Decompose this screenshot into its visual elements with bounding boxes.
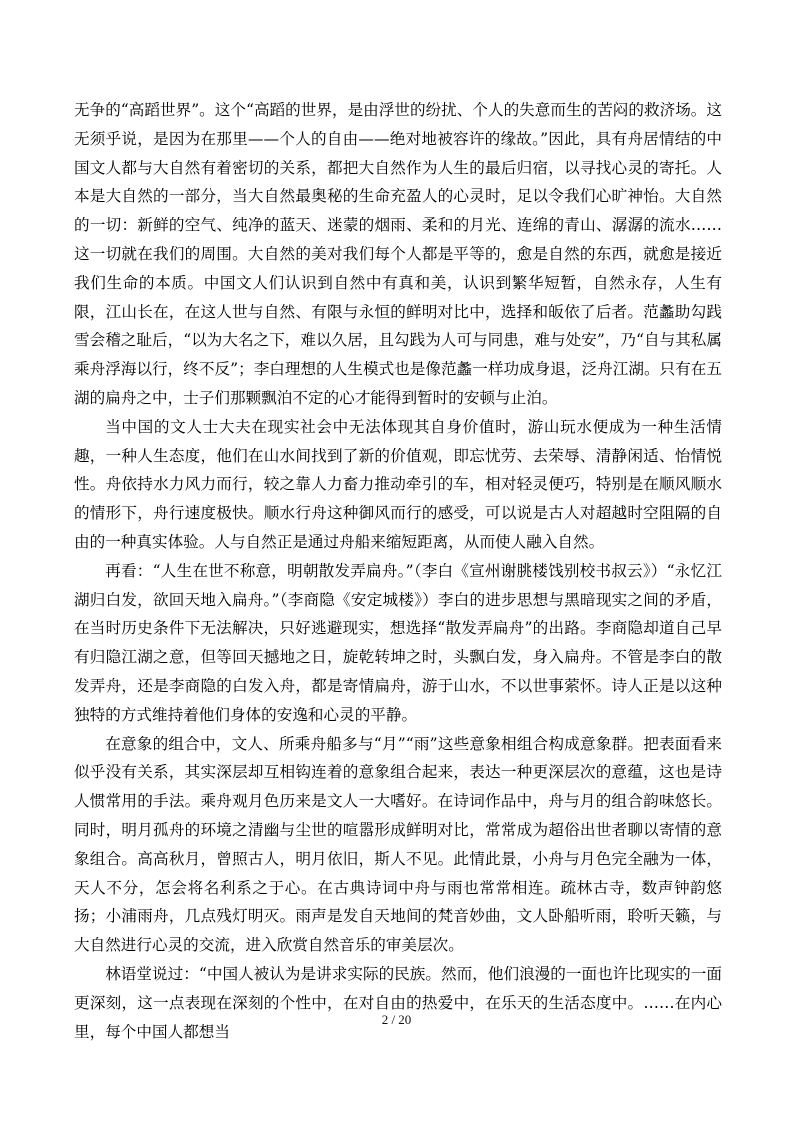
paragraph-5: 林语堂说过：“中国人被认为是讲求实际的民族。然而，他们浪漫的一面也许比现实的一面更深刻，这一点表现在深刻的个性中，在对自由的热爱中，在乐天的生活态度中。……在内心里，每个中国人都想当 xyxy=(74,964,722,1041)
paragraph-1: 无争的“高蹈世界”。这个“高蹈的世界，是由浮世的纷扰、个人的失意而生的苦闷的救济场。这无须乎说，是因为在那里——个人的自由——绝对地被容许的缘故。”因此，具有舟居情结的中国文人都与大自然有着密切的关系，都把大自然作为人生的最后归宿，以寻找心灵的寄托。人本是大自然的一部分，当大自然最奥秘的生命充盈人的心灵时，足以令我们心旷神怡。大自然的一切：新鲜的空气、纯净的蓝天、迷蒙的烟雨、柔和的月光、连绵的青山、潺潺的流水……这一切就在我们的周围。大自然的美对我们每个人都是平等的，愈是自然的东西，就愈是接近我们生命的本质。中国文人们认识到自然中有真和美，认识到繁华短暂，自然永存，人生有限，江山长在，在这人世与自然、有限与永恒的鲜明对比中，选择和皈依了后者。范蠡助勾践雪会稽之耻后，“以为大名之下，难以久居，且勾践为人可与同患，难与处安”，乃“自与其私属乘舟浮海以行，终不反”；李白理想的人生模式也是像范蠡一样功成身退，泛舟江湖。只有在五湖的扁舟之中，士子们那颗飘泊不定的心才能得到暂时的安顿与止泊。 xyxy=(74,101,722,407)
paragraph-3: 再看：“人生在世不称意，明朝散发弄扁舟。”（李白《宣州谢朓楼饯别校书叔云》）“永忆江湖归白发，欲回天地入扁舟。”（李商隐《安定城楼》）李白的进步思想与黑暗现实之间的矛盾，在当时历史条件下无法解决，只好逃避现实，想选择“散发弄扁舟”的出路。李商隐却道自己早有归隐江湖之意，但等回天撼地之日，旋乾转坤之时，头飘白发，身入扁舟。不管是李白的散发弄舟，还是李商隐的白发入舟，都是寄情扁舟，游于山水，不以世事萦怀。诗人正是以这种独特的方式维持着他们身体的安逸和心灵的平静。 xyxy=(74,561,722,724)
paragraph-2: 当中国的文人士大夫在现实社会中无法体现其自身价值时，游山玩水便成为一种生活情趣，一种人生态度，他们在山水间找到了新的价值观，即忘忧劳、去荣辱、清静闲适、怡情悦性。舟依持水力风力而行，较之靠人力畜力推动牵引的车，相对轻灵便巧，特别是在顺风顺水的情形下，舟行速度极快。顺水行舟这种御风而行的感受，可以说是古人对超越时空阻隔的自由的一种真实体验。人与自然正是通过舟船来缩短距离，从而使人融入自然。 xyxy=(74,417,722,551)
article-body xyxy=(74,96,722,1046)
paragraph-4: 在意象的组合中，文人、所乘舟船多与“月”“雨”这些意象相组合构成意象群。把表面看来似乎没有关系，其实深层却互相钩连着的意象组合起来，表达一种更深层次的意蕴，这也是诗人惯常用的手法。乘舟观月色历来是文人一大嗜好。在诗词作品中，舟与月的组合韵味悠长。同时，明月孤舟的环境之清幽与尘世的喧嚣形成鲜明对比，常常成为超俗出世者聊以寄情的意象组合。高高秋月，曾照古人，明月依旧，斯人不见。此情此景，小舟与月色完全融为一体，天人不分，怎会将名利系之于心。在古典诗词中舟与雨也常常相连。疏林古寺，数声钟韵悠扬；小浦雨舟，几点残灯明灭。雨声是发自天地间的梵音妙曲，文人卧船听雨，聆听天籁，与大自然进行心灵的交流，进入欣赏自然音乐的审美层次。 xyxy=(74,734,722,955)
page-number: 2 / 20 xyxy=(381,1012,412,1027)
